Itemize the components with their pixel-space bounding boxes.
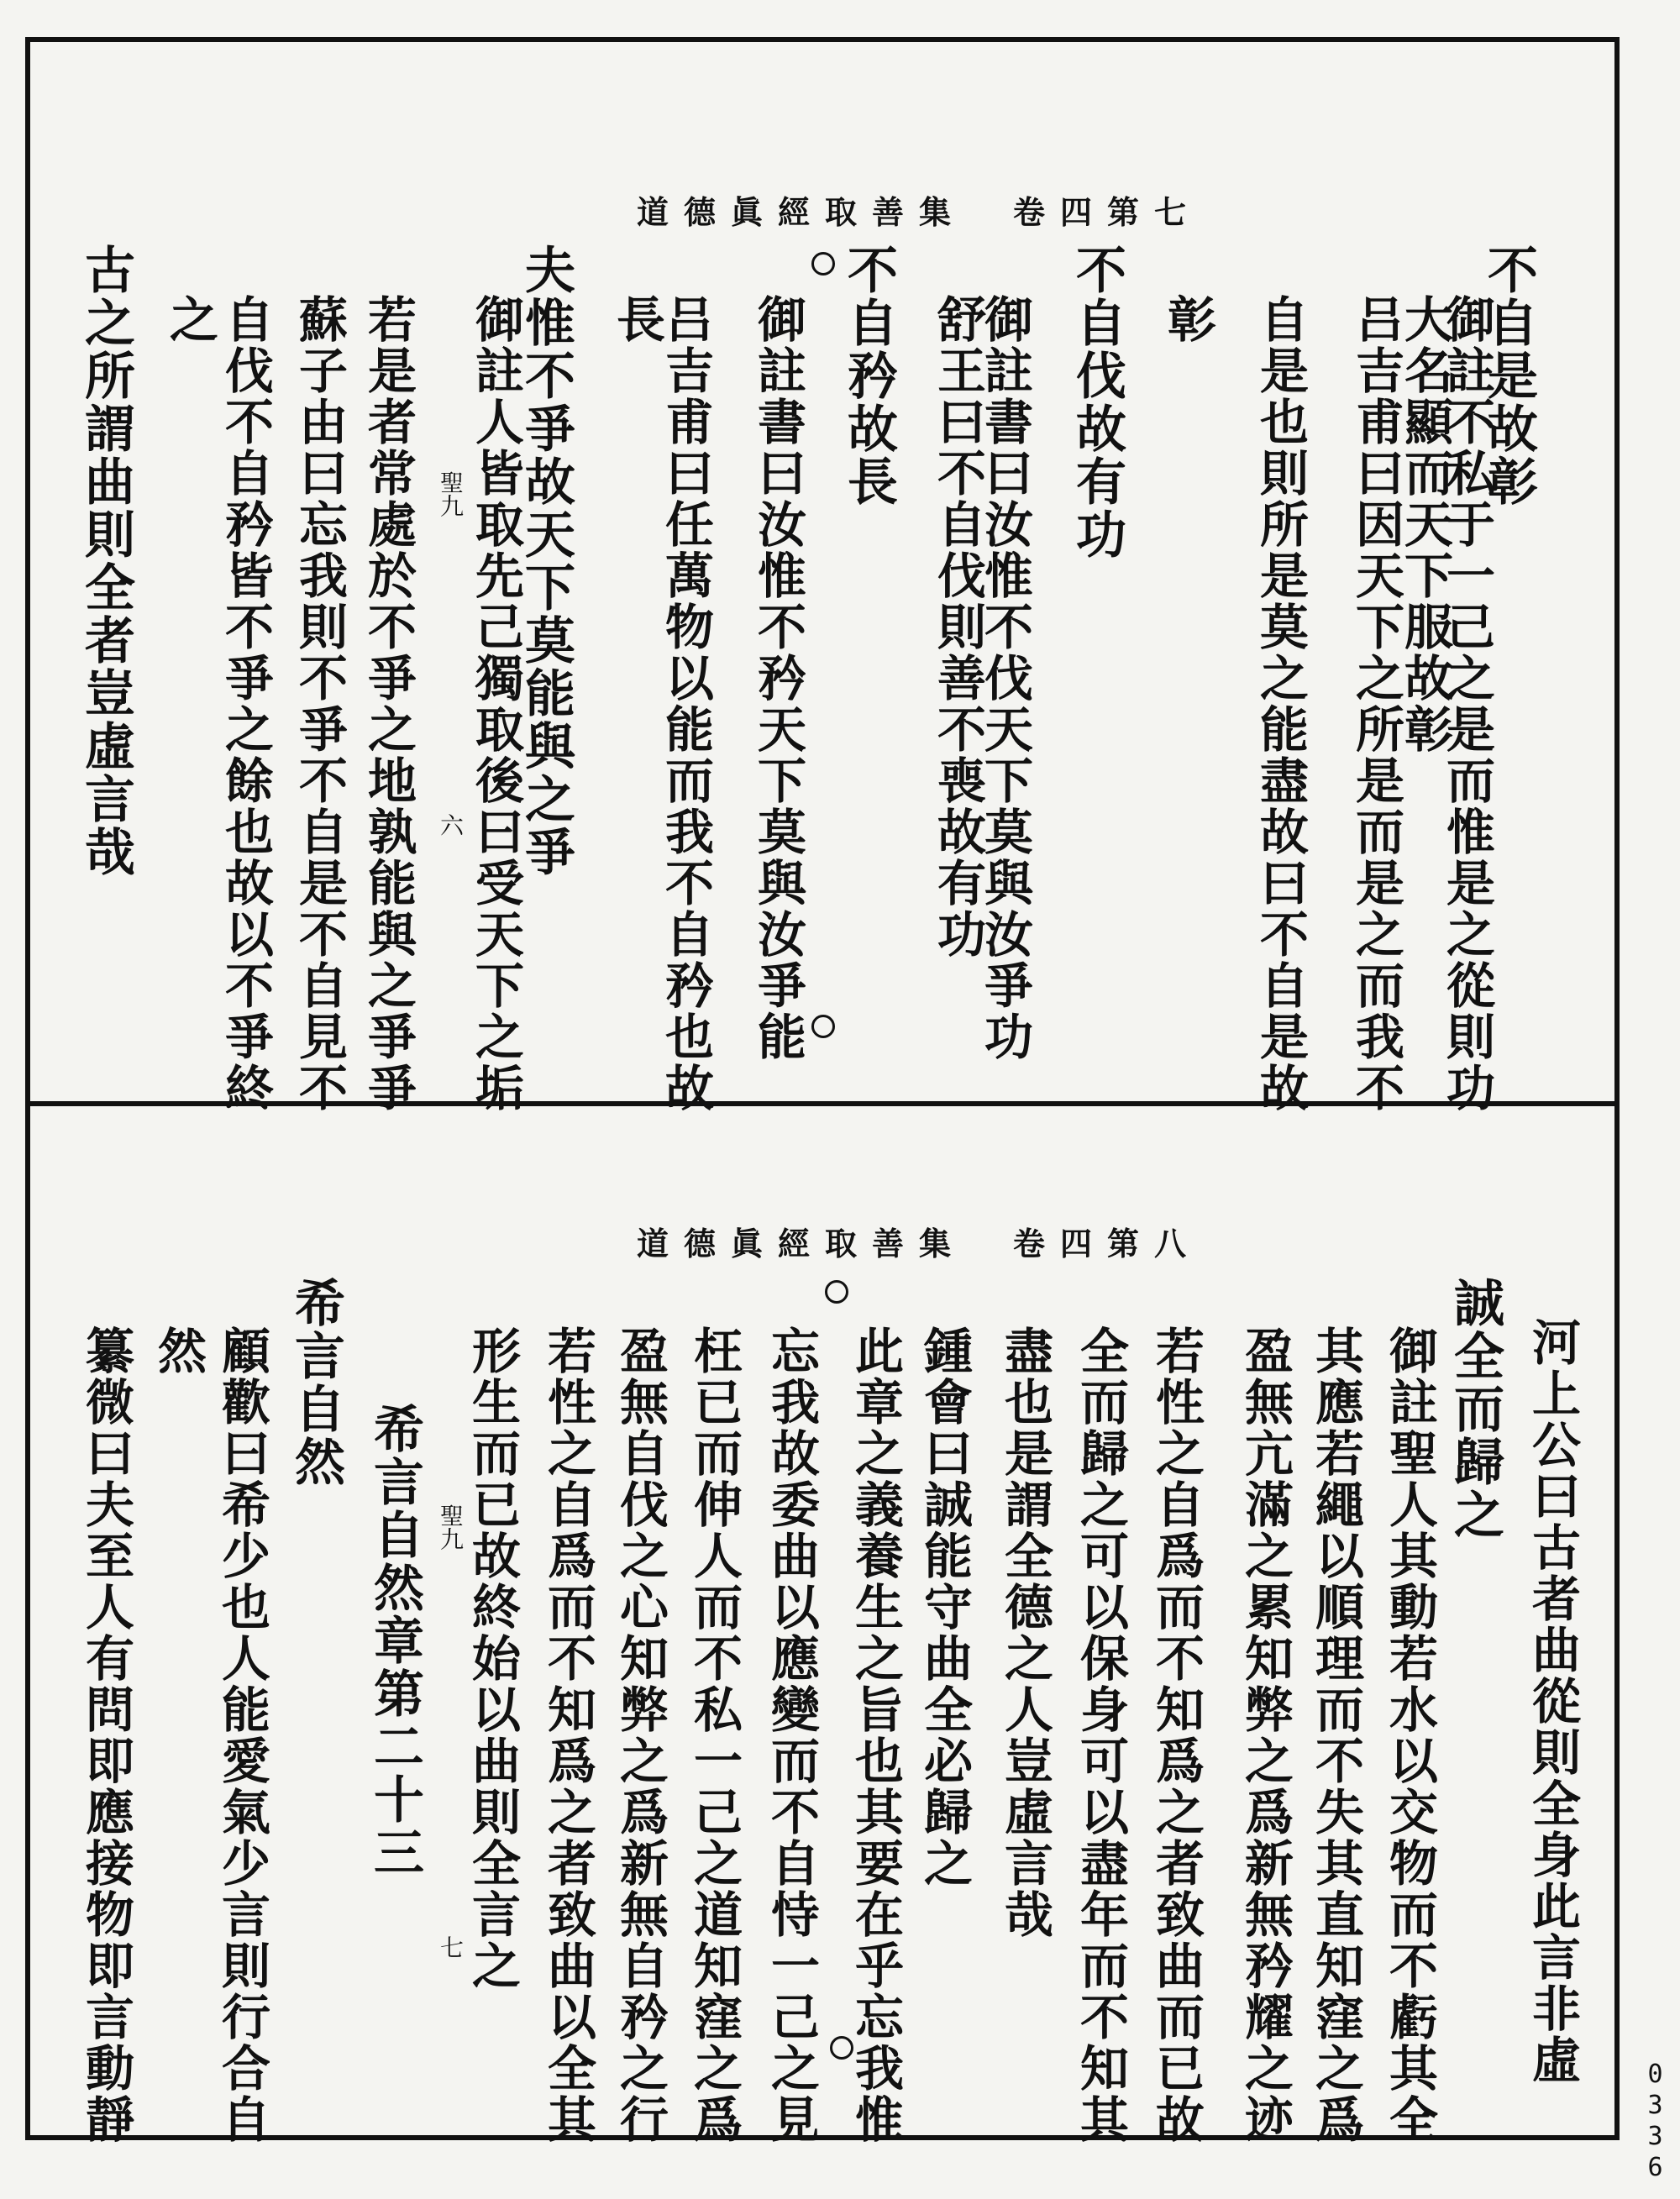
text-column: 彰 (1159, 294, 1216, 345)
text-column: 顧歡曰希少也人能愛氣少言則行合自 (213, 1325, 270, 2145)
text-column: 吕吉甫曰因天下之所是而是之而我不 (1347, 294, 1404, 1114)
text-column: 形生而已故終始以曲則全言之 (464, 1325, 521, 1992)
text-column: 然 (150, 1325, 207, 1377)
text-column: 夫惟不爭故天下莫能與之爭 (517, 244, 575, 879)
text-column: 不自是故彰 (1479, 244, 1538, 508)
text-column: 盡也是謂全德之人豈虛言哉 (996, 1325, 1053, 1940)
text-column: 若性之自爲而不知爲之者致曲以全其 (539, 1325, 596, 2145)
text-column: 忘我故委曲以應變而不自恃一己之見 (763, 1325, 820, 2145)
text-column: 古之所謂曲則全者豈虛言哉 (76, 244, 135, 879)
text-column: 之 (161, 294, 218, 345)
text-column: 御註不私于一己之是而惟是之從則功 (1438, 294, 1495, 1114)
text-column: 枉已而伸人而不私一己之道知窪之爲 (685, 1325, 743, 2145)
circle-mark (811, 252, 835, 276)
text-column: 不自矜故長 (839, 244, 898, 508)
text-column: 其應若繩以順理而不失其直知窪之爲 (1307, 1325, 1364, 2145)
text-column: 此章之義養生之旨也其要在乎忘我惟 (847, 1325, 904, 2145)
marginal-mark: 七 (437, 1935, 465, 1959)
page-number: 0336 (1641, 2060, 1670, 2184)
text-column: 御註人皆取先己獨取後曰受天下之垢 (467, 294, 524, 1114)
marginal-mark: 聖九 (437, 470, 465, 517)
text-column: 鍾會曰誠能守曲全必歸之 (916, 1325, 973, 1889)
text-column: 蘇子由曰忘我則不爭不自是不自見不 (291, 294, 348, 1114)
text-column: 大名顯而天下服故彰 (1396, 294, 1453, 755)
text-column: 若是者常處於不爭之地孰能與之爭爭 (360, 294, 417, 1114)
marginal-mark: 聖九 (437, 1504, 465, 1551)
circle-mark (830, 2036, 853, 2060)
text-column: 舒王曰不自伐則善不喪故有功 (929, 294, 986, 960)
text-column: 自伐不自矜皆不爭之餘也故以不爭終 (217, 294, 274, 1114)
text-column: 御註聖人其動若水以交物而不虧其全 (1381, 1325, 1438, 2145)
text-column: 全而歸之可以保身可以盡年而不知其 (1072, 1325, 1129, 2145)
text-column: 希言自然 (286, 1277, 345, 1488)
text-column: 誠全而歸之 (1446, 1277, 1504, 1541)
text-column: 盈無自伐之心知弊之爲新無自矜之行 (612, 1325, 669, 2145)
text-column: 不自伐故有功 (1068, 244, 1126, 561)
text-column: 御註書曰汝惟不矜天下莫與汝爭能 (749, 294, 806, 1063)
running-head-bottom: 道德眞經取善集 卷四第八 (637, 1225, 1202, 1262)
text-column: 若性之自爲而不知爲之者致曲而已故 (1147, 1325, 1205, 2145)
circle-mark (825, 1280, 848, 1304)
running-head-top: 道德眞經取善集 卷四第七 (637, 193, 1202, 231)
circle-mark (811, 1015, 835, 1038)
text-column: 長 (608, 294, 665, 345)
text-column: 吕吉甫曰任萬物以能而我不自矜也故 (657, 294, 714, 1114)
text-column: 御註書曰汝惟不伐天下莫與汝爭功 (976, 294, 1033, 1063)
marginal-mark: 六 (437, 813, 465, 837)
text-column: 河上公曰古者曲從則全身此言非虛 (1524, 1317, 1581, 2086)
text-column: 盈無亢滿之累知弊之爲新無矜耀之迹 (1236, 1325, 1294, 2145)
text-column: 纂微曰夫至人有問即應接物即言動靜 (77, 1325, 134, 2145)
text-column: 希言自然章第二十三 (365, 1403, 424, 1879)
text-column: 自是也則所是莫之能盡故曰不自是故 (1252, 294, 1309, 1114)
